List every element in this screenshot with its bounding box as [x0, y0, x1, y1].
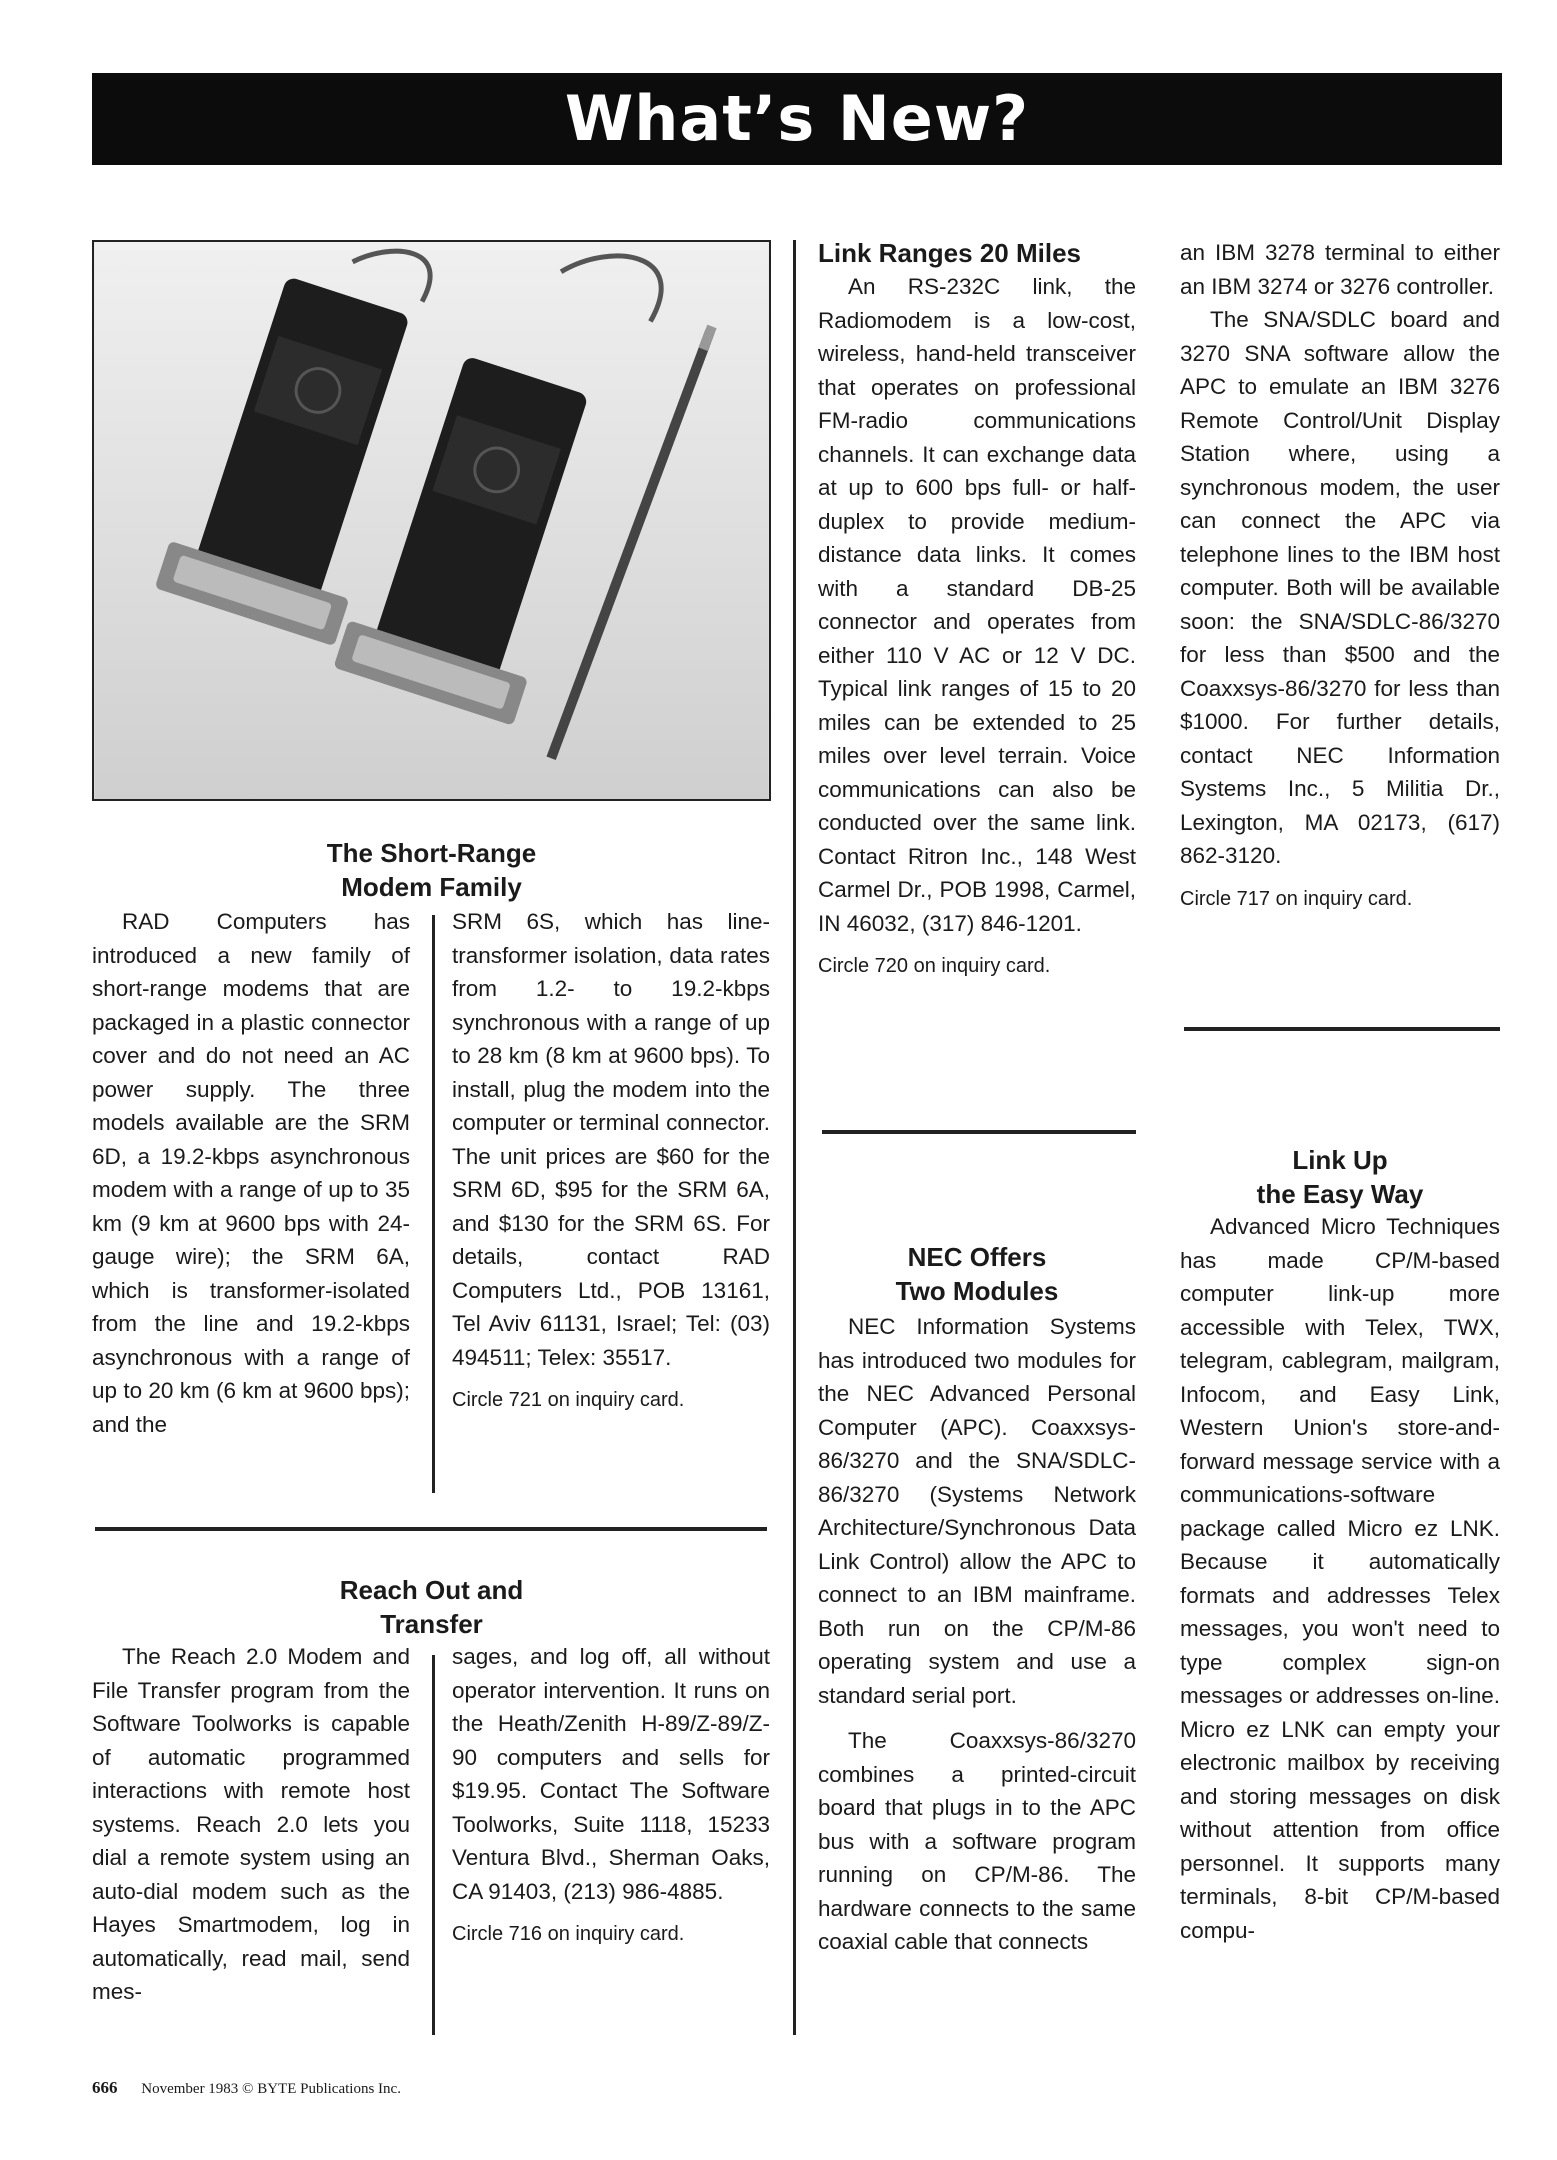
modem-column-2	[452, 905, 770, 1418]
link-article-title: Link Ranges 20 Miles	[818, 238, 1081, 268]
page-number: 666	[92, 2078, 118, 2097]
page-footer	[92, 2078, 401, 2098]
nec-text-cont: an IBM 3278 terminal to either an IBM 3274 or 3276 controller.	[1180, 240, 1500, 299]
modem-column-1	[92, 905, 410, 1441]
section-rule	[822, 1130, 1136, 1134]
nec-title-line2: Two Modules	[895, 1276, 1059, 1306]
nec-text-2: The Coaxxsys-86/3270 combines a printed-circuit board that plugs in to the APC bus with a software program running on CP/M-86. The hardware connects to the same coaxial cable that connects	[818, 1728, 1136, 1954]
reach-title-line2: Transfer	[380, 1609, 483, 1639]
linkup-article-title	[1180, 1143, 1500, 1211]
column-divider	[793, 240, 796, 2035]
section-rule	[1184, 1027, 1500, 1031]
nec-title-line1: NEC Offers	[907, 1242, 1047, 1272]
column-divider	[432, 1655, 435, 2035]
modem-article-title	[92, 836, 771, 904]
nec-text-1: NEC Information Systems has introduced two modules for the NEC Advanced Personal Computer (APC). Coaxxsys-86/3270 and the SNA/SDLC-86/3270 (Systems Network Architecture/Synchronous Data Link Control) allow the APC to connect to an IBM mainframe. Both run on the CP/M-86 operating system and use a standard serial port.	[818, 1314, 1136, 1708]
footer-credit: November 1983 © BYTE Publications Inc.	[141, 2081, 401, 2097]
modem-text-1: RAD Computers has introduced a new family of short-range modems that are packaged in a plastic connector cover and do not need an AC power supply. The three models available are the SRM 6D, a 19.2-kbps asynchronous modem with a range of up to 35 km (9 km at 9600 bps with 24-gauge wire); the SRM 6A, which is transformer-isolated from the line and 19.2-kbps asynchronous with a range of up to 20 km (6 km at 9600 bps); and the	[92, 909, 410, 1437]
modem-photo-illustration	[94, 242, 769, 799]
reach-article-title	[92, 1573, 771, 1641]
page-title: What’s New?	[564, 82, 1030, 155]
nec-text-3: The SNA/SDLC board and 3270 SNA software allow the APC to emulate an IBM 3276 Remote Control/Unit Display Station where, using a synchronous modem, the user can connect the APC via telephone lines to the IBM host computer. Both will be available soon: the SNA/SDLC-86/3270 for less than $500 and the Coaxxsys-86/3270 for less than $1000. For further details, contact NEC Information Systems Inc., 5 Militia Dr., Lexington, MA 02173, (617) 862-3120.	[1180, 307, 1500, 868]
link-circle-note: Circle 720 on inquiry card.	[818, 955, 1051, 977]
modem-circle-note: Circle 721 on inquiry card.	[452, 1389, 685, 1411]
column-divider	[432, 915, 435, 1493]
linkup-title-line1: Link Up	[1292, 1145, 1388, 1175]
header-banner	[92, 73, 1502, 165]
nec-article-title	[818, 1240, 1136, 1308]
link-column	[818, 270, 1136, 984]
nec-circle-note: Circle 717 on inquiry card.	[1180, 887, 1413, 910]
reach-circle-note: Circle 716 on inquiry card.	[452, 1923, 685, 1945]
modem-title-line1: The Short-Range	[326, 838, 537, 868]
reach-title-line1: Reach Out and	[339, 1575, 524, 1605]
reach-column-1	[92, 1640, 410, 2009]
reach-text-2: sages, and log off, all without operator intervention. It runs on the Heath/Zenith H-89/Z-89/Z-90 computers and sells for $19.95. Contact The Software Toolworks, Suite 1118, 15233 Ventura Blvd., Sherman Oaks, CA 91403, (213) 986-4885.	[452, 1644, 770, 1904]
reach-text-1: The Reach 2.0 Modem and File Transfer program from the Software Toolworks is capable of automatic programmed interactions with remote host systems. Reach 2.0 lets you dial a remote system using an auto-dial modem such as the Hayes Smartmodem, log in automatically, read mail, send mes-	[92, 1644, 410, 2004]
section-rule	[95, 1527, 767, 1531]
reach-column-2	[452, 1640, 770, 1952]
modem-photo	[92, 240, 771, 801]
modem-title-line2: Modem Family	[341, 872, 522, 902]
nec-column-2	[1180, 236, 1500, 916]
linkup-title-line2: the Easy Way	[1256, 1179, 1424, 1209]
linkup-column	[1180, 1210, 1500, 1947]
linkup-text: Advanced Micro Techniques has made CP/M-based computer link-up more accessible with Telex, TWX, telegram, cablegram, mailgram, Infocom, and Easy Link, Western Union's store-and-forward message service with a communications-software package called Micro ez LNK. Because it automatically formats and addresses Telex messages, you won't need to type complex sign-on messages or addresses on-line. Micro ez LNK can empty your electronic mailbox by receiving and storing messages on disk without attention from office personnel. It supports many terminals, 8-bit CP/M-based compu-	[1180, 1214, 1500, 1943]
modem-text-2: SRM 6S, which has line-transformer isolation, data rates from 1.2- to 19.2-kbps synchronous with a range of up to 28 km (8 km at 9600 bps). To install, plug the modem into the computer or terminal connector. The unit prices are $60 for the SRM 6D, $95 for the SRM 6A, and $130 for the SRM 6S. For details, contact RAD Computers Ltd., POB 13161, Tel Aviv 61131, Israel; Tel: (03) 494511; Telex: 35517.	[452, 909, 770, 1370]
nec-column-1	[818, 1310, 1136, 1959]
link-text: An RS-232C link, the Radiomodem is a low-cost, wireless, hand-held transceiver that operates on professional FM-radio communications channels. It can exchange data at up to 600 bps full- or half-duplex to provide medium-distance data links. It comes with a standard DB-25 connector and operates from either 110 V AC or 12 V DC. Typical link ranges of 15 to 20 miles can be extended to 25 miles over level terrain. Voice communications can also be conducted over the same link. Contact Ritron Inc., 148 West Carmel Dr., POB 1998, Carmel, IN 46032, (317) 846-1201.	[818, 274, 1136, 936]
